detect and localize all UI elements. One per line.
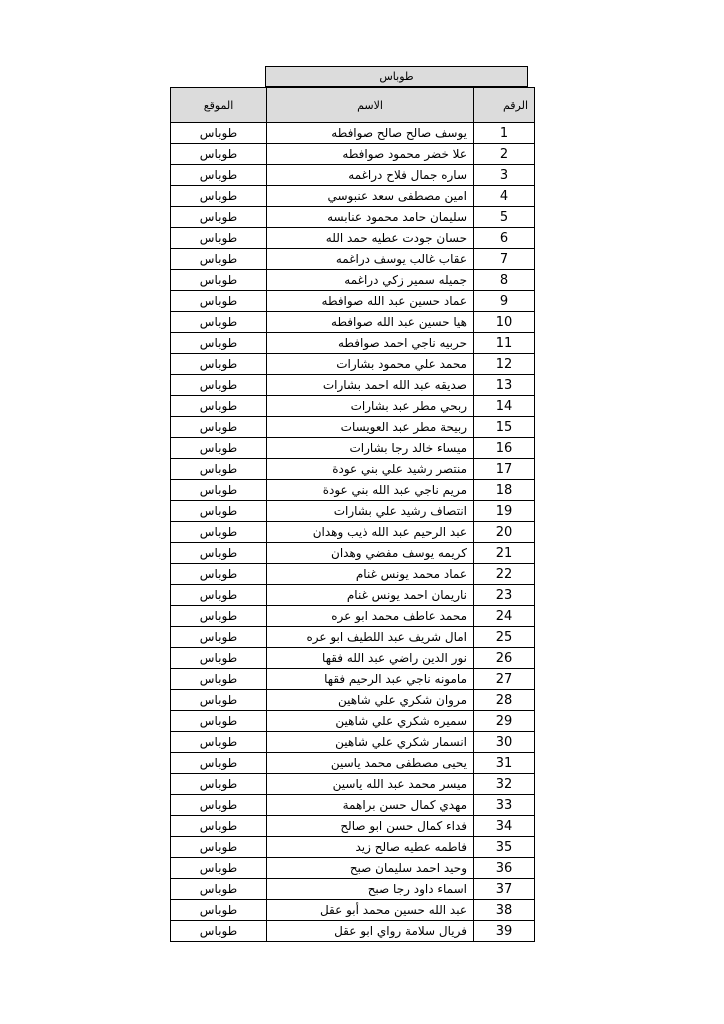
row-number: 15	[474, 417, 535, 438]
table-row	[171, 249, 535, 270]
row-number: 32	[474, 774, 535, 795]
table-row	[171, 522, 535, 543]
table-row	[171, 732, 535, 753]
row-name: حربيه ناجي احمد صوافطه	[267, 333, 474, 354]
row-name: هيا حسين عبد الله صوافطه	[267, 312, 474, 333]
row-location: طوباس	[171, 711, 267, 732]
row-location: طوباس	[171, 669, 267, 690]
row-number: 34	[474, 816, 535, 837]
column-header-name: الاسم	[267, 88, 474, 123]
table-row	[171, 123, 535, 144]
row-name: علا خضر محمود صوافطه	[267, 144, 474, 165]
table-row	[171, 564, 535, 585]
row-name: منتصر رشيد علي بني عودة	[267, 459, 474, 480]
row-number: 17	[474, 459, 535, 480]
table-row	[171, 291, 535, 312]
header-row	[171, 88, 535, 123]
row-location: طوباس	[171, 165, 267, 186]
row-number: 35	[474, 837, 535, 858]
row-name: عبد الله حسين محمد أبو عقل	[267, 900, 474, 921]
row-location: طوباس	[171, 438, 267, 459]
row-number: 3	[474, 165, 535, 186]
row-number: 16	[474, 438, 535, 459]
table-row	[171, 690, 535, 711]
row-name: سليمان حامد محمود عنابسه	[267, 207, 474, 228]
row-name: فداء كمال حسن ابو صالح	[267, 816, 474, 837]
row-location: طوباس	[171, 417, 267, 438]
row-location: طوباس	[171, 921, 267, 942]
row-name: ميساء خالد رجا بشارات	[267, 438, 474, 459]
row-number: 23	[474, 585, 535, 606]
row-location: طوباس	[171, 900, 267, 921]
row-number: 2	[474, 144, 535, 165]
table-body	[171, 123, 535, 942]
table-row	[171, 627, 535, 648]
table-row	[171, 228, 535, 249]
row-location: طوباس	[171, 627, 267, 648]
row-name: ساره جمال فلاح دراغمه	[267, 165, 474, 186]
table-row	[171, 543, 535, 564]
row-number: 29	[474, 711, 535, 732]
row-name: مامونه ناجي عبد الرحيم فقها	[267, 669, 474, 690]
row-number: 9	[474, 291, 535, 312]
row-number: 13	[474, 375, 535, 396]
row-name: امين مصطفى سعد عنبوسي	[267, 186, 474, 207]
row-number: 28	[474, 690, 535, 711]
row-location: طوباس	[171, 291, 267, 312]
row-location: طوباس	[171, 312, 267, 333]
table-row	[171, 900, 535, 921]
row-name: محمد عاطف محمد ابو عره	[267, 606, 474, 627]
row-number: 27	[474, 669, 535, 690]
table-row	[171, 270, 535, 291]
row-number: 14	[474, 396, 535, 417]
row-name: ربيحة مطر عبد العويسات	[267, 417, 474, 438]
row-number: 5	[474, 207, 535, 228]
row-name: يحيى مصطفى محمد ياسين	[267, 753, 474, 774]
row-name: جميله سمير زكي دراغمه	[267, 270, 474, 291]
row-number: 4	[474, 186, 535, 207]
row-number: 33	[474, 795, 535, 816]
row-number: 38	[474, 900, 535, 921]
row-location: طوباس	[171, 396, 267, 417]
row-number: 18	[474, 480, 535, 501]
row-location: طوباس	[171, 144, 267, 165]
row-location: طوباس	[171, 354, 267, 375]
row-name: مروان شكري علي شاهين	[267, 690, 474, 711]
row-number: 25	[474, 627, 535, 648]
row-location: طوباس	[171, 837, 267, 858]
row-location: طوباس	[171, 795, 267, 816]
row-name: فاطمه عطيه صالح زيد	[267, 837, 474, 858]
row-name: حسان جودت عطيه حمد الله	[267, 228, 474, 249]
row-location: طوباس	[171, 564, 267, 585]
row-name: عماد حسين عبد الله صوافطه	[267, 291, 474, 312]
column-header-location: الموقع	[171, 88, 267, 123]
table-row	[171, 669, 535, 690]
row-name: انتصاف رشيد علي بشارات	[267, 501, 474, 522]
row-number: 12	[474, 354, 535, 375]
table-row	[171, 921, 535, 942]
row-number: 20	[474, 522, 535, 543]
row-location: طوباس	[171, 375, 267, 396]
row-name: صديقه عبد الله احمد بشارات	[267, 375, 474, 396]
row-number: 22	[474, 564, 535, 585]
table-row	[171, 144, 535, 165]
row-location: طوباس	[171, 522, 267, 543]
names-table	[170, 87, 535, 942]
table-row	[171, 753, 535, 774]
table-row	[171, 375, 535, 396]
row-name: امال شريف عبد اللطيف ابو عره	[267, 627, 474, 648]
table-row	[171, 711, 535, 732]
table-row	[171, 207, 535, 228]
row-number: 11	[474, 333, 535, 354]
table-row	[171, 459, 535, 480]
row-location: طوباس	[171, 249, 267, 270]
table-row	[171, 165, 535, 186]
row-name: عماد محمد يونس غنام	[267, 564, 474, 585]
table-row	[171, 816, 535, 837]
row-location: طوباس	[171, 879, 267, 900]
row-location: طوباس	[171, 585, 267, 606]
row-location: طوباس	[171, 207, 267, 228]
table-row	[171, 606, 535, 627]
row-number: 26	[474, 648, 535, 669]
row-name: فريال سلامة رواي ابو عقل	[267, 921, 474, 942]
row-location: طوباس	[171, 123, 267, 144]
row-location: طوباس	[171, 186, 267, 207]
row-number: 31	[474, 753, 535, 774]
table-row	[171, 333, 535, 354]
table-row	[171, 585, 535, 606]
row-location: طوباس	[171, 606, 267, 627]
row-name: مريم ناجي عبد الله بني عودة	[267, 480, 474, 501]
row-name: اسماء داود رجا صبح	[267, 879, 474, 900]
row-number: 24	[474, 606, 535, 627]
row-number: 39	[474, 921, 535, 942]
table-row	[171, 417, 535, 438]
row-number: 21	[474, 543, 535, 564]
row-location: طوباس	[171, 228, 267, 249]
row-name: عقاب غالب يوسف دراغمه	[267, 249, 474, 270]
row-number: 7	[474, 249, 535, 270]
table-row	[171, 396, 535, 417]
row-location: طوباس	[171, 816, 267, 837]
row-location: طوباس	[171, 753, 267, 774]
row-location: طوباس	[171, 543, 267, 564]
row-location: طوباس	[171, 858, 267, 879]
table-row	[171, 879, 535, 900]
table-row	[171, 795, 535, 816]
row-name: مهدي كمال حسن براهمة	[267, 795, 474, 816]
row-number: 1	[474, 123, 535, 144]
table-row	[171, 354, 535, 375]
table-row	[171, 186, 535, 207]
row-name: يوسف صالح صالح صوافطه	[267, 123, 474, 144]
row-name: نور الدين راضي عبد الله فقها	[267, 648, 474, 669]
row-location: طوباس	[171, 732, 267, 753]
row-location: طوباس	[171, 480, 267, 501]
row-number: 8	[474, 270, 535, 291]
row-number: 37	[474, 879, 535, 900]
row-number: 36	[474, 858, 535, 879]
row-number: 30	[474, 732, 535, 753]
group-title: طوباس	[265, 66, 528, 87]
table-row	[171, 858, 535, 879]
table-row	[171, 837, 535, 858]
row-name: سميره شكري علي شاهين	[267, 711, 474, 732]
row-name: عبد الرحيم عبد الله ذيب وهدان	[267, 522, 474, 543]
table-row	[171, 648, 535, 669]
row-name: ميسر محمد عبد الله ياسين	[267, 774, 474, 795]
row-location: طوباس	[171, 459, 267, 480]
table-row	[171, 501, 535, 522]
row-location: طوباس	[171, 501, 267, 522]
row-number: 19	[474, 501, 535, 522]
row-name: محمد علي محمود بشارات	[267, 354, 474, 375]
column-header-number: الرقم	[474, 88, 535, 123]
row-location: طوباس	[171, 648, 267, 669]
row-number: 6	[474, 228, 535, 249]
row-name: انسمار شكري علي شاهين	[267, 732, 474, 753]
table-row	[171, 480, 535, 501]
row-location: طوباس	[171, 774, 267, 795]
row-location: طوباس	[171, 270, 267, 291]
row-name: كريمه يوسف مفضي وهدان	[267, 543, 474, 564]
table-row	[171, 312, 535, 333]
table-row	[171, 438, 535, 459]
row-name: ناريمان احمد يونس غنام	[267, 585, 474, 606]
table-row	[171, 774, 535, 795]
row-name: ربحي مطر عبد بشارات	[267, 396, 474, 417]
row-number: 10	[474, 312, 535, 333]
row-name: وحيد احمد سليمان صبح	[267, 858, 474, 879]
row-location: طوباس	[171, 690, 267, 711]
row-location: طوباس	[171, 333, 267, 354]
